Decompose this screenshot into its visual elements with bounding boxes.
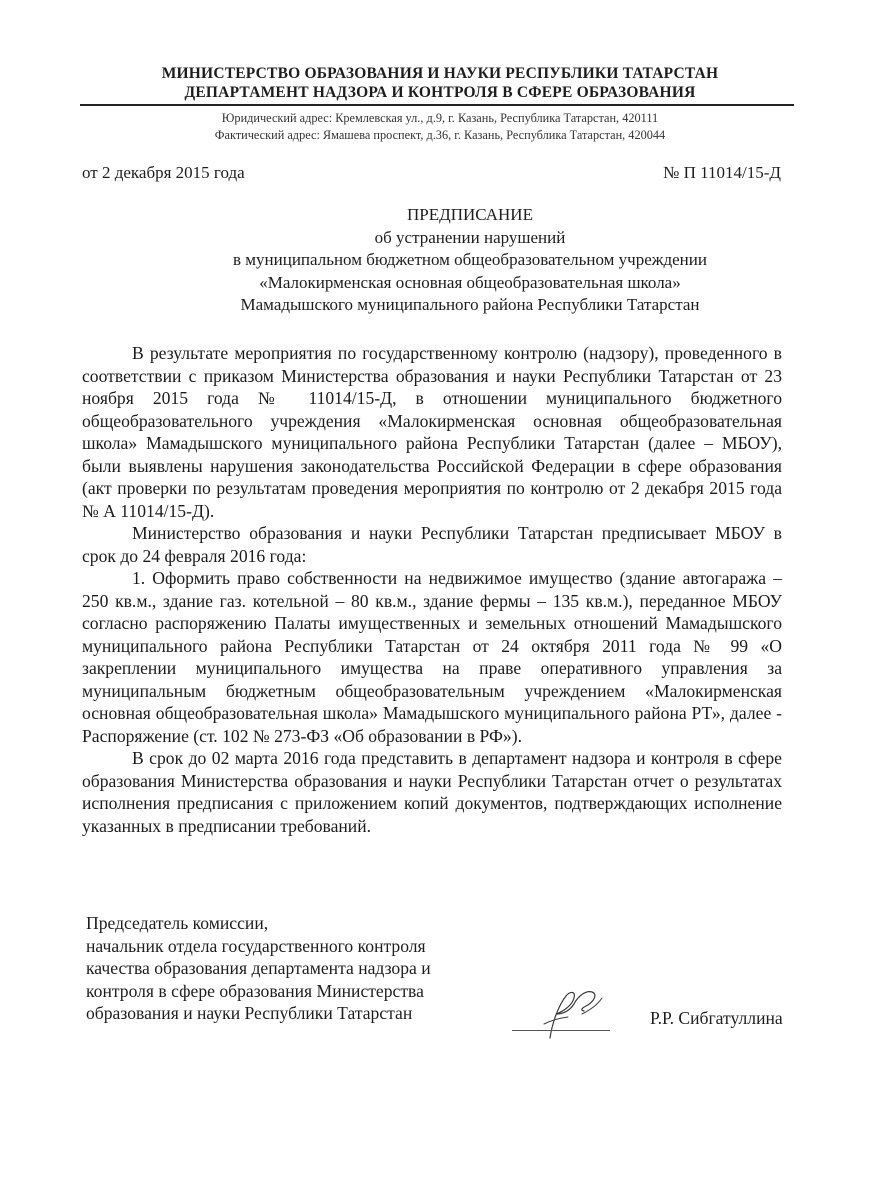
signatory-title [86,912,506,1025]
title-line: Мамадышского муниципального района Республики Татарстан [240,295,700,314]
department-name: ДЕПАРТАМЕНТ НАДЗОРА И КОНТРОЛЯ В СФЕРЕ ОБРАЗОВАНИЯ [184,84,696,101]
signatory-role: образования и науки Республики Татарстан [86,1003,413,1023]
signatory-role: начальник отдела государственного контроля [86,935,426,956]
document-date: от 2 декабря 2015 года [82,163,245,182]
letterhead-rule [80,104,794,106]
signatory-role: качества образования департамента надзора и [86,958,431,978]
letterhead-addresses [100,110,780,144]
document-title [150,204,790,317]
title-line: «Малокирменская основная общеобразовательная школа» [259,272,681,292]
body-paragraph: В результате мероприятия по государственному контролю (надзору), проведенного в соответствии с приказом Министерства образования и науки Республики Татарстан от 23 ноября 2015 года № 11014/15-Д, в отношении муниципального бюджетного общеобразовательного учреждения «Малокирменская основная общеобразовательная школа» Мамадышского муниципального района Республики Татарстан (далее – МБОУ), были выявлены нарушения законодательства Российской Федерации в сфере образования (акт проверки по результатам проведения мероприятия по контролю от 2 декабря 2015 года № А 11014/15-Д). [82,343,782,521]
signatory-name: Р.Р. Сибгатуллина [650,1008,783,1028]
title-heading: ПРЕДПИСАНИЕ [407,205,533,224]
body-paragraph: В срок до 02 марта 2016 года представить в департамент надзора и контроля в сфере образования Министерства образования и науки Республики Татарстан отчет о результатах исполнения предписания с приложением копий документов, подтверждающих исполнение указанных в предписании требований. [82,748,782,836]
title-line: об устранении нарушений [374,227,566,247]
letterhead [100,64,780,102]
handwritten-signature [522,984,612,1044]
body-paragraph: 1. Оформить право собственности на недвижимое имущество (здание автогаража – 250 кв.м., здание газ. котельной – 80 кв.м., здание фермы – 135 кв.м.), переданное МБОУ согласно распоряжению Палаты имущественных и земельных отношений Мамадышского муниципального района Республики Татарстан от 24 октября 2011 года № 99 «О закреплении муниципального имущества на праве оперативного управления за муниципальным бюджетным общеобразовательным учреждением «Малокирменская основная общеобразовательная школа» Мамадышского муниципального района РТ», далее - Распоряжение (ст. 102 № 273-ФЗ «Об образовании в РФ»). [82,568,782,746]
signatory-role: контроля в сфере образования Министерства [86,980,424,1001]
document-number: № П 11014/15-Д [663,163,781,182]
document-body [82,342,782,837]
signature-line [512,1030,610,1031]
signatory-role: Председатель комиссии, [86,913,269,933]
title-line: в муниципальном бюджетном общеобразовательном учреждении [233,250,707,269]
actual-address: Фактический адрес: Ямашева проспект, д.36, г. Казань, Республика Татарстан, 420044 [214,128,666,142]
ministry-name: МИНИСТЕРСТВО ОБРАЗОВАНИЯ И НАУКИ РЕСПУБЛИКИ ТАТАРСТАН [161,65,719,82]
legal-address: Юридический адрес: Кремлевская ул., д.9, г. Казань, Республика Татарстан, 420111 [221,111,659,125]
body-paragraph: Министерство образования и науки Республики Татарстан предписывает МБОУ в срок до 24 февраля 2016 года: [82,523,782,566]
